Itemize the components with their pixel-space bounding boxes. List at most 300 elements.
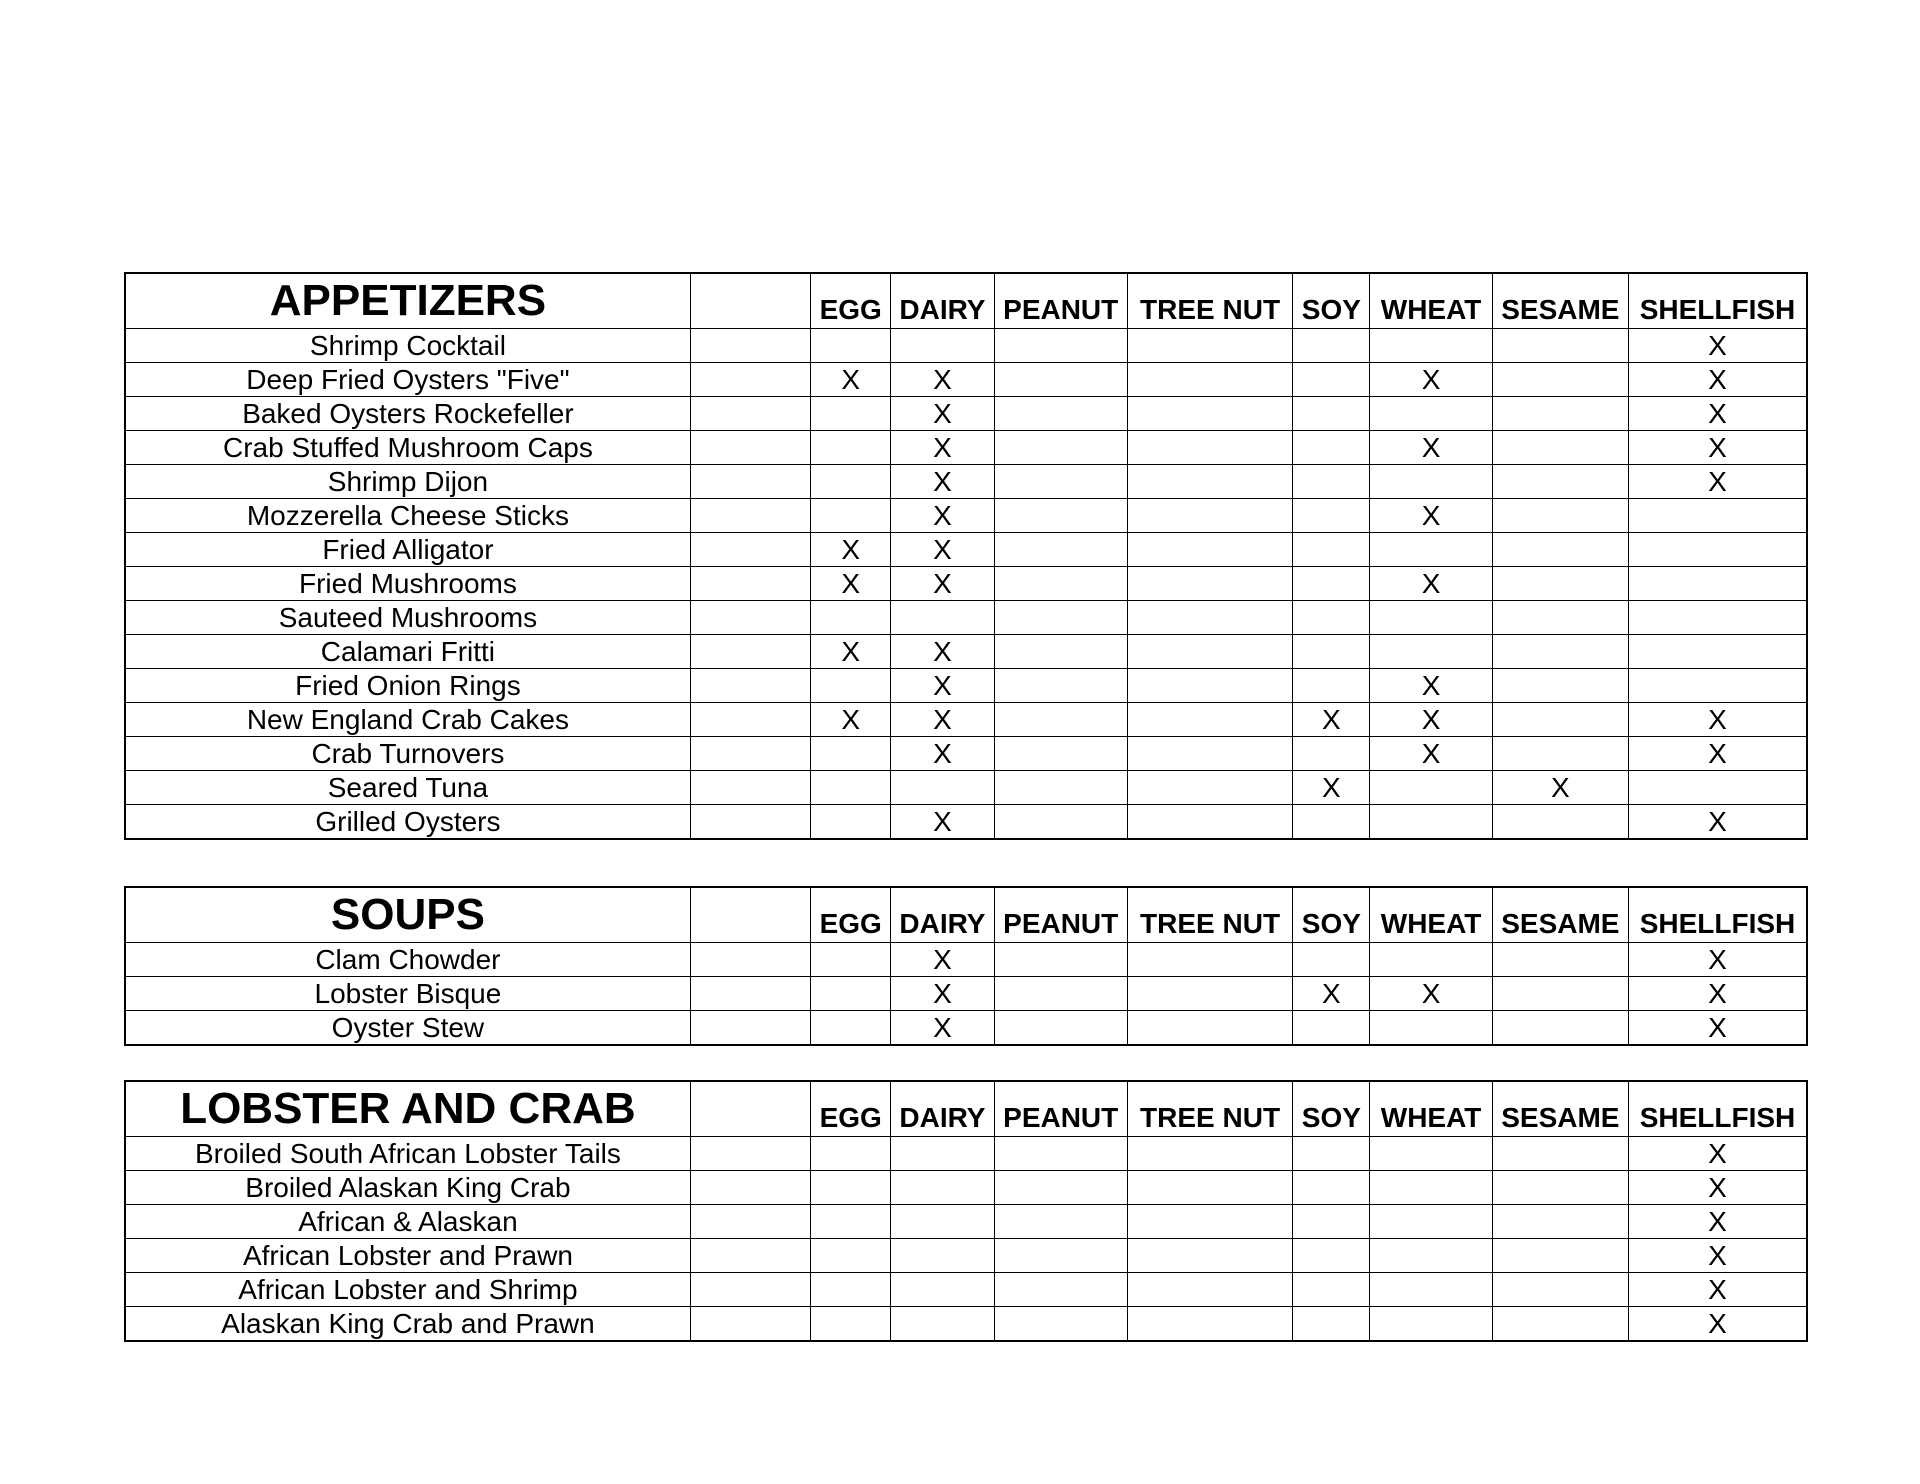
dish-name: Fried Onion Rings (125, 669, 690, 703)
allergen-header-dairy: DAIRY (891, 1081, 994, 1137)
allergen-cell-dairy: X (891, 465, 994, 499)
allergen-cell-tree-nut (1127, 1137, 1292, 1171)
allergen-cell-soy: X (1293, 771, 1370, 805)
table-row (125, 669, 1807, 703)
allergen-cell-dairy: X (891, 567, 994, 601)
allergen-cell-shellfish: X (1629, 737, 1807, 771)
allergen-cell-soy (1293, 1137, 1370, 1171)
allergen-cell-tree-nut (1127, 567, 1292, 601)
allergen-header-soy: SOY (1293, 1081, 1370, 1137)
allergen-cell-tree-nut (1127, 703, 1292, 737)
allergen-cell-sesame (1492, 977, 1628, 1011)
allergen-cell-peanut (994, 737, 1127, 771)
allergen-cell-dairy: X (891, 669, 994, 703)
allergen-cell-shellfish: X (1629, 329, 1807, 363)
allergen-header-peanut: PEANUT (994, 887, 1127, 943)
allergen-cell-egg (811, 1137, 891, 1171)
allergen-header-wheat: WHEAT (1370, 1081, 1492, 1137)
allergen-cell-shellfish: X (1629, 943, 1807, 977)
allergen-header-tree-nut: TREE NUT (1127, 273, 1292, 329)
blank-cell (690, 703, 810, 737)
allergen-cell-shellfish: X (1629, 1011, 1807, 1046)
section-title: LOBSTER AND CRAB (125, 1081, 690, 1137)
allergen-cell-tree-nut (1127, 1239, 1292, 1273)
blank-cell (690, 635, 810, 669)
table-row (125, 533, 1807, 567)
allergen-cell-sesame (1492, 1205, 1628, 1239)
table-row (125, 737, 1807, 771)
allergen-cell-peanut (994, 431, 1127, 465)
allergen-cell-dairy: X (891, 943, 994, 977)
dish-name: Lobster Bisque (125, 977, 690, 1011)
allergen-cell-dairy: X (891, 635, 994, 669)
dish-name: Baked Oysters Rockefeller (125, 397, 690, 431)
allergen-cell-soy (1293, 805, 1370, 840)
table-row (125, 703, 1807, 737)
dish-name: Clam Chowder (125, 943, 690, 977)
allergen-cell-shellfish (1629, 567, 1807, 601)
allergen-cell-wheat (1370, 1307, 1492, 1342)
allergen-cell-sesame (1492, 1239, 1628, 1273)
allergen-cell-tree-nut (1127, 805, 1292, 840)
allergen-header-shellfish: SHELLFISH (1629, 887, 1807, 943)
allergen-cell-sesame (1492, 1273, 1628, 1307)
allergen-cell-peanut (994, 601, 1127, 635)
allergen-header-egg: EGG (811, 887, 891, 943)
dish-name: Shrimp Cocktail (125, 329, 690, 363)
allergen-cell-wheat: X (1370, 737, 1492, 771)
allergen-cell-peanut (994, 533, 1127, 567)
allergen-cell-wheat (1370, 1171, 1492, 1205)
allergen-cell-dairy: X (891, 1011, 994, 1046)
allergen-cell-wheat (1370, 1137, 1492, 1171)
allergen-cell-egg: X (811, 703, 891, 737)
dish-name: Deep Fried Oysters "Five" (125, 363, 690, 397)
allergen-cell-soy (1293, 567, 1370, 601)
dish-name: Seared Tuna (125, 771, 690, 805)
allergen-cell-tree-nut (1127, 977, 1292, 1011)
allergen-cell-soy (1293, 431, 1370, 465)
allergen-cell-egg: X (811, 635, 891, 669)
allergen-header-sesame: SESAME (1492, 1081, 1628, 1137)
blank-cell (690, 669, 810, 703)
allergen-cell-egg (811, 1273, 891, 1307)
allergen-cell-shellfish: X (1629, 1239, 1807, 1273)
allergen-cell-sesame (1492, 601, 1628, 635)
blank-cell (690, 465, 810, 499)
allergen-cell-shellfish: X (1629, 1137, 1807, 1171)
allergen-cell-wheat (1370, 635, 1492, 669)
allergen-cell-tree-nut (1127, 771, 1292, 805)
allergen-cell-wheat (1370, 465, 1492, 499)
blank-cell (690, 1239, 810, 1273)
table-row (125, 771, 1807, 805)
allergen-cell-sesame (1492, 1171, 1628, 1205)
blank-cell (690, 771, 810, 805)
allergen-cell-peanut (994, 499, 1127, 533)
dish-name: Broiled Alaskan King Crab (125, 1171, 690, 1205)
allergen-cell-wheat (1370, 1011, 1492, 1046)
table-row (125, 1273, 1807, 1307)
allergen-cell-egg (811, 465, 891, 499)
table-row (125, 977, 1807, 1011)
dish-name: New England Crab Cakes (125, 703, 690, 737)
allergen-cell-shellfish: X (1629, 1307, 1807, 1342)
allergen-cell-egg: X (811, 363, 891, 397)
allergen-cell-sesame: X (1492, 771, 1628, 805)
blank-cell (690, 567, 810, 601)
blank-cell (690, 431, 810, 465)
allergen-cell-egg (811, 805, 891, 840)
allergen-cell-wheat (1370, 1239, 1492, 1273)
allergen-cell-dairy (891, 601, 994, 635)
allergen-cell-peanut (994, 465, 1127, 499)
allergen-cell-egg (811, 499, 891, 533)
allergen-cell-soy (1293, 635, 1370, 669)
allergen-cell-wheat: X (1370, 703, 1492, 737)
table-row (125, 1239, 1807, 1273)
allergen-cell-dairy: X (891, 977, 994, 1011)
allergen-cell-wheat (1370, 805, 1492, 840)
allergen-cell-sesame (1492, 1137, 1628, 1171)
allergen-cell-shellfish (1629, 669, 1807, 703)
allergen-cell-shellfish: X (1629, 397, 1807, 431)
allergen-cell-soy (1293, 499, 1370, 533)
soups-table (124, 886, 1808, 1046)
allergen-cell-peanut (994, 1239, 1127, 1273)
blank-cell (690, 363, 810, 397)
allergen-cell-peanut (994, 669, 1127, 703)
header-row (125, 887, 1807, 943)
allergen-cell-dairy (891, 1205, 994, 1239)
allergen-cell-wheat: X (1370, 567, 1492, 601)
allergen-cell-peanut (994, 805, 1127, 840)
allergen-cell-sesame (1492, 533, 1628, 567)
table-row (125, 363, 1807, 397)
allergen-cell-tree-nut (1127, 635, 1292, 669)
allergen-cell-shellfish: X (1629, 465, 1807, 499)
allergen-cell-dairy: X (891, 703, 994, 737)
allergen-cell-peanut (994, 1273, 1127, 1307)
allergen-cell-shellfish: X (1629, 363, 1807, 397)
allergen-cell-peanut (994, 567, 1127, 601)
allergen-cell-wheat (1370, 329, 1492, 363)
table-row (125, 329, 1807, 363)
allergen-cell-sesame (1492, 635, 1628, 669)
allergen-cell-peanut (994, 1171, 1127, 1205)
allergen-cell-soy (1293, 363, 1370, 397)
allergen-cell-tree-nut (1127, 601, 1292, 635)
allergen-cell-tree-nut (1127, 1011, 1292, 1046)
allergen-cell-shellfish (1629, 601, 1807, 635)
allergen-cell-shellfish: X (1629, 703, 1807, 737)
allergen-cell-egg (811, 431, 891, 465)
allergen-cell-tree-nut (1127, 737, 1292, 771)
table-row (125, 465, 1807, 499)
allergen-cell-tree-nut (1127, 943, 1292, 977)
allergen-header-dairy: DAIRY (891, 273, 994, 329)
blank-cell (690, 1273, 810, 1307)
allergen-cell-dairy (891, 329, 994, 363)
dish-name: Oyster Stew (125, 1011, 690, 1046)
allergen-cell-tree-nut (1127, 533, 1292, 567)
allergen-cell-sesame (1492, 567, 1628, 601)
allergen-cell-wheat: X (1370, 977, 1492, 1011)
allergen-cell-wheat (1370, 1273, 1492, 1307)
allergen-cell-wheat (1370, 771, 1492, 805)
allergen-cell-soy (1293, 669, 1370, 703)
allergen-cell-soy (1293, 329, 1370, 363)
allergen-cell-shellfish: X (1629, 1273, 1807, 1307)
dish-name: Alaskan King Crab and Prawn (125, 1307, 690, 1342)
dish-name: Sauteed Mushrooms (125, 601, 690, 635)
allergen-cell-egg (811, 397, 891, 431)
allergen-cell-soy (1293, 1205, 1370, 1239)
allergen-cell-shellfish: X (1629, 1171, 1807, 1205)
section-title: APPETIZERS (125, 273, 690, 329)
allergen-header-soy: SOY (1293, 273, 1370, 329)
allergen-cell-tree-nut (1127, 1171, 1292, 1205)
allergen-cell-shellfish: X (1629, 1205, 1807, 1239)
dish-name: Shrimp Dijon (125, 465, 690, 499)
allergen-header-egg: EGG (811, 1081, 891, 1137)
allergen-cell-egg: X (811, 533, 891, 567)
allergen-cell-wheat: X (1370, 431, 1492, 465)
allergen-cell-soy (1293, 1011, 1370, 1046)
header-row (125, 1081, 1807, 1137)
dish-name: African Lobster and Prawn (125, 1239, 690, 1273)
dish-name: Crab Turnovers (125, 737, 690, 771)
blank-cell (690, 533, 810, 567)
allergen-cell-egg (811, 771, 891, 805)
blank-cell (690, 329, 810, 363)
lobster-and-crab-table (124, 1080, 1808, 1342)
allergen-cell-tree-nut (1127, 431, 1292, 465)
allergen-cell-egg (811, 977, 891, 1011)
allergen-cell-dairy: X (891, 805, 994, 840)
allergen-cell-peanut (994, 1307, 1127, 1342)
blank-cell (690, 1011, 810, 1046)
allergen-cell-sesame (1492, 499, 1628, 533)
blank-header-cell (690, 1081, 810, 1137)
allergen-cell-soy (1293, 1307, 1370, 1342)
allergen-cell-soy (1293, 465, 1370, 499)
allergen-cell-peanut (994, 329, 1127, 363)
dish-name: African Lobster and Shrimp (125, 1273, 690, 1307)
allergen-header-shellfish: SHELLFISH (1629, 273, 1807, 329)
section-title: SOUPS (125, 887, 690, 943)
allergen-cell-dairy: X (891, 533, 994, 567)
allergen-cell-egg: X (811, 567, 891, 601)
allergen-cell-peanut (994, 977, 1127, 1011)
allergen-cell-dairy (891, 1239, 994, 1273)
allergen-cell-shellfish: X (1629, 431, 1807, 465)
allergen-cell-wheat (1370, 943, 1492, 977)
allergen-cell-dairy (891, 1273, 994, 1307)
allergen-cell-peanut (994, 397, 1127, 431)
table-row (125, 635, 1807, 669)
allergen-cell-soy (1293, 533, 1370, 567)
allergen-cell-egg (811, 329, 891, 363)
blank-header-cell (690, 273, 810, 329)
allergen-cell-egg (811, 943, 891, 977)
allergen-cell-tree-nut (1127, 1205, 1292, 1239)
allergen-cell-dairy: X (891, 363, 994, 397)
dish-name: Crab Stuffed Mushroom Caps (125, 431, 690, 465)
header-row (125, 273, 1807, 329)
allergen-cell-soy (1293, 737, 1370, 771)
allergen-cell-soy (1293, 1273, 1370, 1307)
blank-cell (690, 1307, 810, 1342)
dish-name: Broiled South African Lobster Tails (125, 1137, 690, 1171)
allergen-cell-peanut (994, 1137, 1127, 1171)
allergen-cell-peanut (994, 363, 1127, 397)
allergen-cell-tree-nut (1127, 465, 1292, 499)
allergen-cell-dairy: X (891, 431, 994, 465)
table-row (125, 397, 1807, 431)
allergen-cell-sesame (1492, 703, 1628, 737)
allergen-cell-wheat (1370, 1205, 1492, 1239)
allergen-cell-shellfish: X (1629, 977, 1807, 1011)
allergen-cell-sesame (1492, 329, 1628, 363)
allergen-cell-sesame (1492, 669, 1628, 703)
dish-name: Fried Mushrooms (125, 567, 690, 601)
allergen-cell-sesame (1492, 431, 1628, 465)
allergen-header-sesame: SESAME (1492, 273, 1628, 329)
allergen-cell-soy (1293, 1171, 1370, 1205)
allergen-cell-wheat: X (1370, 499, 1492, 533)
allergen-cell-egg (811, 1171, 891, 1205)
allergen-cell-tree-nut (1127, 363, 1292, 397)
allergen-cell-dairy (891, 1171, 994, 1205)
allergen-cell-tree-nut (1127, 499, 1292, 533)
allergen-cell-soy (1293, 943, 1370, 977)
allergen-cell-dairy: X (891, 737, 994, 771)
allergen-cell-dairy: X (891, 499, 994, 533)
allergen-cell-shellfish (1629, 771, 1807, 805)
allergen-header-sesame: SESAME (1492, 887, 1628, 943)
allergen-cell-shellfish: X (1629, 805, 1807, 840)
allergen-cell-sesame (1492, 1011, 1628, 1046)
appetizers-table (124, 272, 1808, 840)
allergen-cell-egg (811, 1307, 891, 1342)
table-row (125, 805, 1807, 840)
allergen-cell-egg (811, 1205, 891, 1239)
allergen-cell-shellfish (1629, 499, 1807, 533)
allergen-cell-dairy (891, 771, 994, 805)
table-row (125, 1137, 1807, 1171)
table-row (125, 1307, 1807, 1342)
allergen-cell-peanut (994, 1205, 1127, 1239)
allergen-cell-peanut (994, 771, 1127, 805)
table-row (125, 601, 1807, 635)
blank-cell (690, 943, 810, 977)
allergen-cell-wheat (1370, 601, 1492, 635)
blank-cell (690, 737, 810, 771)
allergen-cell-wheat (1370, 533, 1492, 567)
allergen-cell-tree-nut (1127, 329, 1292, 363)
allergen-cell-peanut (994, 1011, 1127, 1046)
blank-cell (690, 397, 810, 431)
blank-cell (690, 1137, 810, 1171)
allergen-cell-shellfish (1629, 533, 1807, 567)
blank-cell (690, 499, 810, 533)
allergen-header-peanut: PEANUT (994, 1081, 1127, 1137)
table-row (125, 567, 1807, 601)
dish-name: Grilled Oysters (125, 805, 690, 840)
allergen-cell-sesame (1492, 943, 1628, 977)
allergen-cell-peanut (994, 943, 1127, 977)
dish-name: Fried Alligator (125, 533, 690, 567)
allergen-header-peanut: PEANUT (994, 273, 1127, 329)
table-row (125, 1171, 1807, 1205)
allergen-cell-shellfish (1629, 635, 1807, 669)
allergen-cell-dairy: X (891, 397, 994, 431)
allergen-cell-dairy (891, 1307, 994, 1342)
allergen-cell-soy (1293, 601, 1370, 635)
allergen-header-soy: SOY (1293, 887, 1370, 943)
allergen-cell-wheat: X (1370, 363, 1492, 397)
allergen-header-wheat: WHEAT (1370, 273, 1492, 329)
allergen-cell-wheat: X (1370, 669, 1492, 703)
dish-name: Calamari Fritti (125, 635, 690, 669)
blank-cell (690, 1171, 810, 1205)
blank-header-cell (690, 887, 810, 943)
allergen-cell-soy: X (1293, 977, 1370, 1011)
allergen-cell-egg (811, 737, 891, 771)
allergen-cell-tree-nut (1127, 669, 1292, 703)
allergen-cell-soy: X (1293, 703, 1370, 737)
allergen-cell-peanut (994, 703, 1127, 737)
allergen-cell-tree-nut (1127, 1307, 1292, 1342)
allergen-cell-sesame (1492, 465, 1628, 499)
allergen-cell-sesame (1492, 737, 1628, 771)
allergen-cell-wheat (1370, 397, 1492, 431)
blank-cell (690, 1205, 810, 1239)
allergen-header-shellfish: SHELLFISH (1629, 1081, 1807, 1137)
allergen-cell-tree-nut (1127, 397, 1292, 431)
table-row (125, 1205, 1807, 1239)
table-row (125, 1011, 1807, 1046)
allergen-header-tree-nut: TREE NUT (1127, 887, 1292, 943)
allergen-header-tree-nut: TREE NUT (1127, 1081, 1292, 1137)
allergen-cell-soy (1293, 1239, 1370, 1273)
allergen-header-egg: EGG (811, 273, 891, 329)
allergen-cell-dairy (891, 1137, 994, 1171)
allergen-cell-soy (1293, 397, 1370, 431)
allergen-cell-egg (811, 1239, 891, 1273)
allergen-cell-egg (811, 669, 891, 703)
dish-name: Mozzerella Cheese Sticks (125, 499, 690, 533)
table-row (125, 499, 1807, 533)
table-row (125, 943, 1807, 977)
table-row (125, 431, 1807, 465)
allergen-header-wheat: WHEAT (1370, 887, 1492, 943)
allergen-cell-sesame (1492, 397, 1628, 431)
allergen-cell-tree-nut (1127, 1273, 1292, 1307)
allergen-cell-egg (811, 1011, 891, 1046)
allergen-header-dairy: DAIRY (891, 887, 994, 943)
blank-cell (690, 805, 810, 840)
allergen-cell-sesame (1492, 805, 1628, 840)
blank-cell (690, 601, 810, 635)
allergen-cell-sesame (1492, 1307, 1628, 1342)
allergen-cell-sesame (1492, 363, 1628, 397)
allergen-cell-egg (811, 601, 891, 635)
allergen-cell-peanut (994, 635, 1127, 669)
blank-cell (690, 977, 810, 1011)
dish-name: African & Alaskan (125, 1205, 690, 1239)
